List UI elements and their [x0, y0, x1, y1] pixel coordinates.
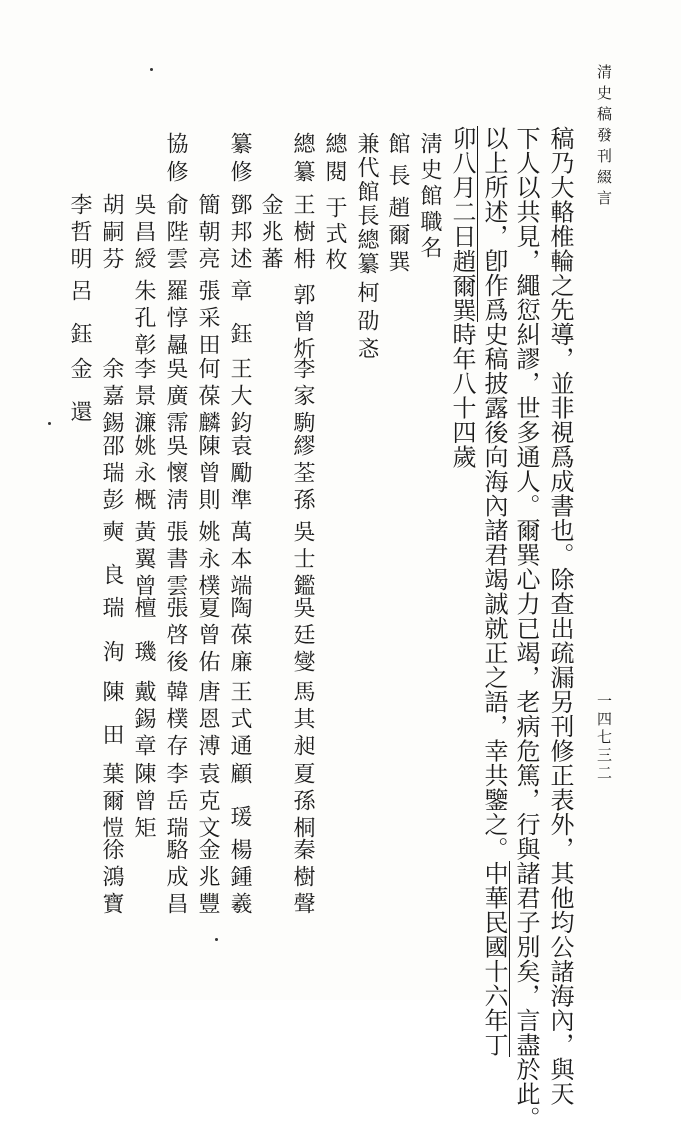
name-yu-shimei: 于式枚	[322, 196, 347, 274]
roster-name: 陳曾則	[195, 434, 220, 515]
page-number: 一四七三二	[595, 693, 613, 783]
roster-name: 李景濂	[131, 357, 156, 438]
roster-name: 鈺	[227, 322, 252, 349]
roster-name: 金兆豐	[195, 838, 220, 919]
speck	[215, 938, 218, 941]
role-jiandai: 兼代館長總纂	[354, 132, 379, 276]
role-xiexiu: 協修	[163, 132, 188, 188]
roster-name: 袁勵準	[227, 434, 252, 515]
role-zongzuan: 總纂	[290, 132, 315, 188]
roster-name: 陶葆廉	[227, 596, 252, 677]
roster-name: 王樹枏	[290, 193, 315, 274]
roster-name: 李岳瑞	[163, 762, 188, 843]
roster-name: 戴錫章	[131, 680, 156, 761]
roster-name: 吳廷燮	[290, 596, 315, 677]
roster-name: 姚永樸	[195, 520, 220, 601]
body-column-4	[450, 126, 474, 469]
speck	[150, 68, 153, 71]
body-column-3-text: 以上所述，卽作爲史稿披露後向海內諸君竭誠就正之語，幸共鑒之。	[480, 126, 508, 861]
roster-name: 吳懷淸	[163, 434, 188, 515]
roster-name: 陳曾矩	[131, 762, 156, 843]
roster-name: 金兆蕃	[258, 193, 283, 274]
roster-name: 吳廣霈	[163, 357, 188, 438]
roster-name: 夏孫桐	[290, 762, 315, 843]
roster-name: 何葆麟	[195, 357, 220, 438]
roster-name: 葉爾愷	[99, 762, 124, 843]
roster-name: 陳	[99, 680, 124, 707]
roster-name: 楊鍾羲	[227, 838, 252, 919]
roster-name: 馬其昶	[290, 680, 315, 761]
roster-name: 洵	[99, 640, 124, 667]
roster-name: 鄧邦述	[227, 193, 252, 274]
name-zhao-erxun: 趙爾巽	[385, 196, 410, 277]
roster-name: 章	[227, 279, 252, 306]
roster-name: 夏曾佑	[195, 596, 220, 677]
role-zuanxiu: 纂修	[227, 132, 252, 188]
roster-name: 李家駒	[290, 357, 315, 438]
roster-name: 羅惇曧	[163, 279, 188, 360]
roster-name: 田	[99, 723, 124, 750]
name-ke-shaomin: 柯劭忞	[354, 281, 379, 365]
roster-name: 瑗	[227, 805, 252, 832]
body-column-3	[482, 126, 506, 1057]
roster-name: 俞陛雲	[163, 193, 188, 274]
roster-name: 萬本端	[227, 520, 252, 601]
roster-name: 袁克文	[195, 762, 220, 843]
roster-name: 邵瑞彭	[99, 434, 124, 515]
speck	[48, 422, 51, 425]
roster-name: 秦樹聲	[290, 838, 315, 919]
roster-name: 郭曾炘	[290, 283, 315, 364]
roster-name: 韓樸存	[163, 680, 188, 761]
roster-name: 徐鴻寶	[99, 838, 124, 919]
roster-name: 李哲明	[67, 193, 92, 274]
roster-name: 鈺	[67, 322, 92, 349]
body-column-2: 下人以共見，繩愆糾謬，世多通人。爾巽心力已竭，老病危篤，行與諸君子別矣，言盡於此。	[512, 126, 540, 1131]
roster-name: 姚永概	[131, 434, 156, 515]
date-continued: 卯八月二日	[448, 126, 476, 249]
roster-name: 金	[67, 357, 92, 384]
roster-heading: 淸史館職名	[417, 132, 442, 262]
roster-name: 吳士鑑	[290, 520, 315, 601]
roster-name: 顧	[227, 762, 252, 789]
author-name: 趙爾巽	[448, 248, 476, 322]
roster-name: 張書雲	[163, 520, 188, 601]
roster-name: 瑞	[99, 596, 124, 623]
roster-name: 駱成昌	[163, 838, 188, 919]
roster-name: 簡朝亮	[195, 193, 220, 274]
roster-name: 繆荃孫	[290, 434, 315, 515]
roster-name: 張啓後	[163, 596, 188, 677]
roster-name: 王式通	[227, 680, 252, 761]
running-title: 清史稿發刊綴言	[595, 64, 613, 211]
roster-name: 唐恩溥	[195, 680, 220, 761]
body-column-1: 稿乃大輅椎輪之先導，並非視爲成書也。除查出疏漏另刊修正表外，其他均公諸海內，與天	[546, 126, 574, 1106]
roster-name: 檀	[131, 596, 156, 623]
roster-name: 張采田	[195, 279, 220, 360]
roster-name: 黃翼曾	[131, 520, 156, 601]
role-guanzhang: 館長	[385, 132, 410, 196]
roster-name: 奭	[99, 520, 124, 547]
role-zongyue: 總閱	[322, 132, 347, 188]
roster-name: 吳昌綬	[131, 193, 156, 274]
roster-name: 還	[67, 400, 92, 427]
roster-name: 王大鈞	[227, 357, 252, 438]
roster-name: 朱孔彰	[131, 279, 156, 360]
roster-name: 良	[99, 563, 124, 590]
roster-name: 余嘉錫	[99, 357, 124, 438]
roster-name: 呂	[67, 279, 92, 306]
date-underlined: 中華民國十六年丁	[480, 861, 508, 1057]
author-age: 時年八十四歲	[448, 322, 476, 469]
roster-name: 璣	[131, 640, 156, 667]
roster-name: 胡嗣芬	[99, 193, 124, 274]
